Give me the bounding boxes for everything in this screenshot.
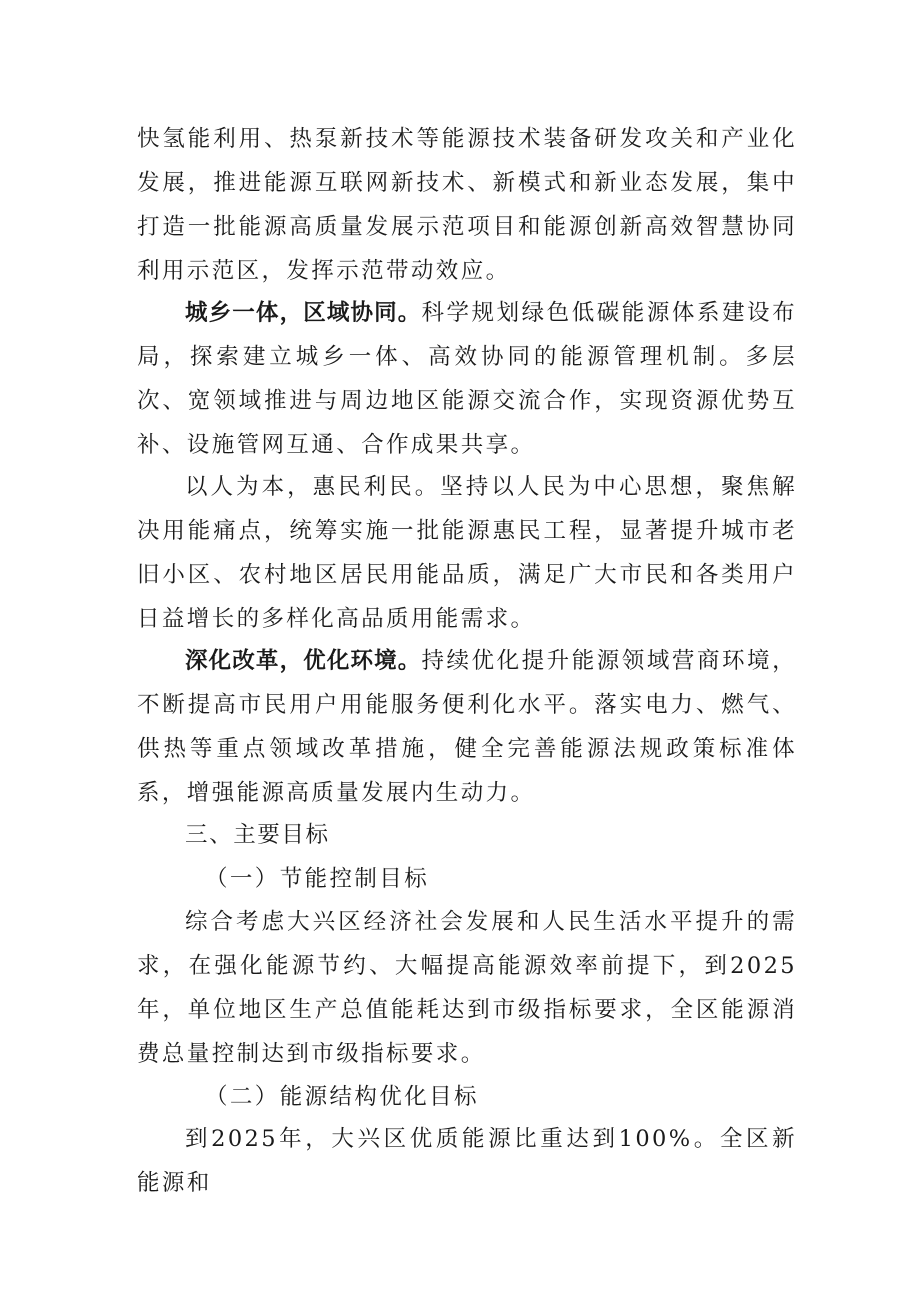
paragraph-body: 科学规划绿色低碳能源体系建设布局，探索建立城乡一体、高效协同的能源管理机制。多层次、宽领域推进与周边地区能源交流合作，实现资源优势互补、设施管网互通、合作成果共享。 <box>137 300 797 458</box>
paragraph-body: 综合考虑大兴区经济社会发展和人民生活水平提升的需求，在强化能源节约、大幅提高能源效率前提下，到2025年，单位地区生产总值能耗达到市级指标要求，全区能源消费总量控制达到市级指标要求。 <box>137 909 797 1067</box>
paragraph-body: 到2025年，大兴区优质能源比重达到100%。全区新能源和 <box>137 1126 797 1196</box>
paragraph-body: 持续优化提升能源领域营商环境，不断提高市民用户用能服务便利化水平。落实电力、燃气、供热等重点领域改革措施，健全完善能源法规政策标准体系，增强能源高质量发展内生动力。 <box>137 648 797 806</box>
paragraph-lead: 深化改革，优化环境。 <box>185 648 422 674</box>
paragraph-reform <box>137 639 797 815</box>
subsection-heading: （二）能源结构优化目标 <box>205 1084 479 1110</box>
paragraph-urban-rural <box>137 291 797 467</box>
paragraph-tech-equipment <box>137 117 797 293</box>
paragraph-structure <box>137 1117 797 1205</box>
paragraph-lead: 城乡一体，区域协同。 <box>185 300 422 326</box>
paragraph-people-oriented <box>137 465 797 641</box>
paragraph-body: 坚持以人民为中心思想，聚焦解决用能痛点，统筹实施一批能源惠民工程，显著提升城市老旧小区、农村地区居民用能品质，满足广大市民和各类用户日益增长的多样化高品质用能需求。 <box>137 474 797 632</box>
paragraph-energy-saving <box>137 900 797 1076</box>
subsection-heading: （一）节能控制目标 <box>205 866 430 892</box>
paragraph-body: 快氢能利用、热泵新技术等能源技术装备研发攻关和产业化发展，推进能源互联网新技术、新模式和新业态发展，集中打造一批能源高质量发展示范项目和能源创新高效智慧协同利用示范区，发挥示范带动效应。 <box>137 126 797 284</box>
section-heading: 三、主要目标 <box>185 822 330 848</box>
paragraph-lead: 以人为本，惠民利民。 <box>185 474 441 500</box>
